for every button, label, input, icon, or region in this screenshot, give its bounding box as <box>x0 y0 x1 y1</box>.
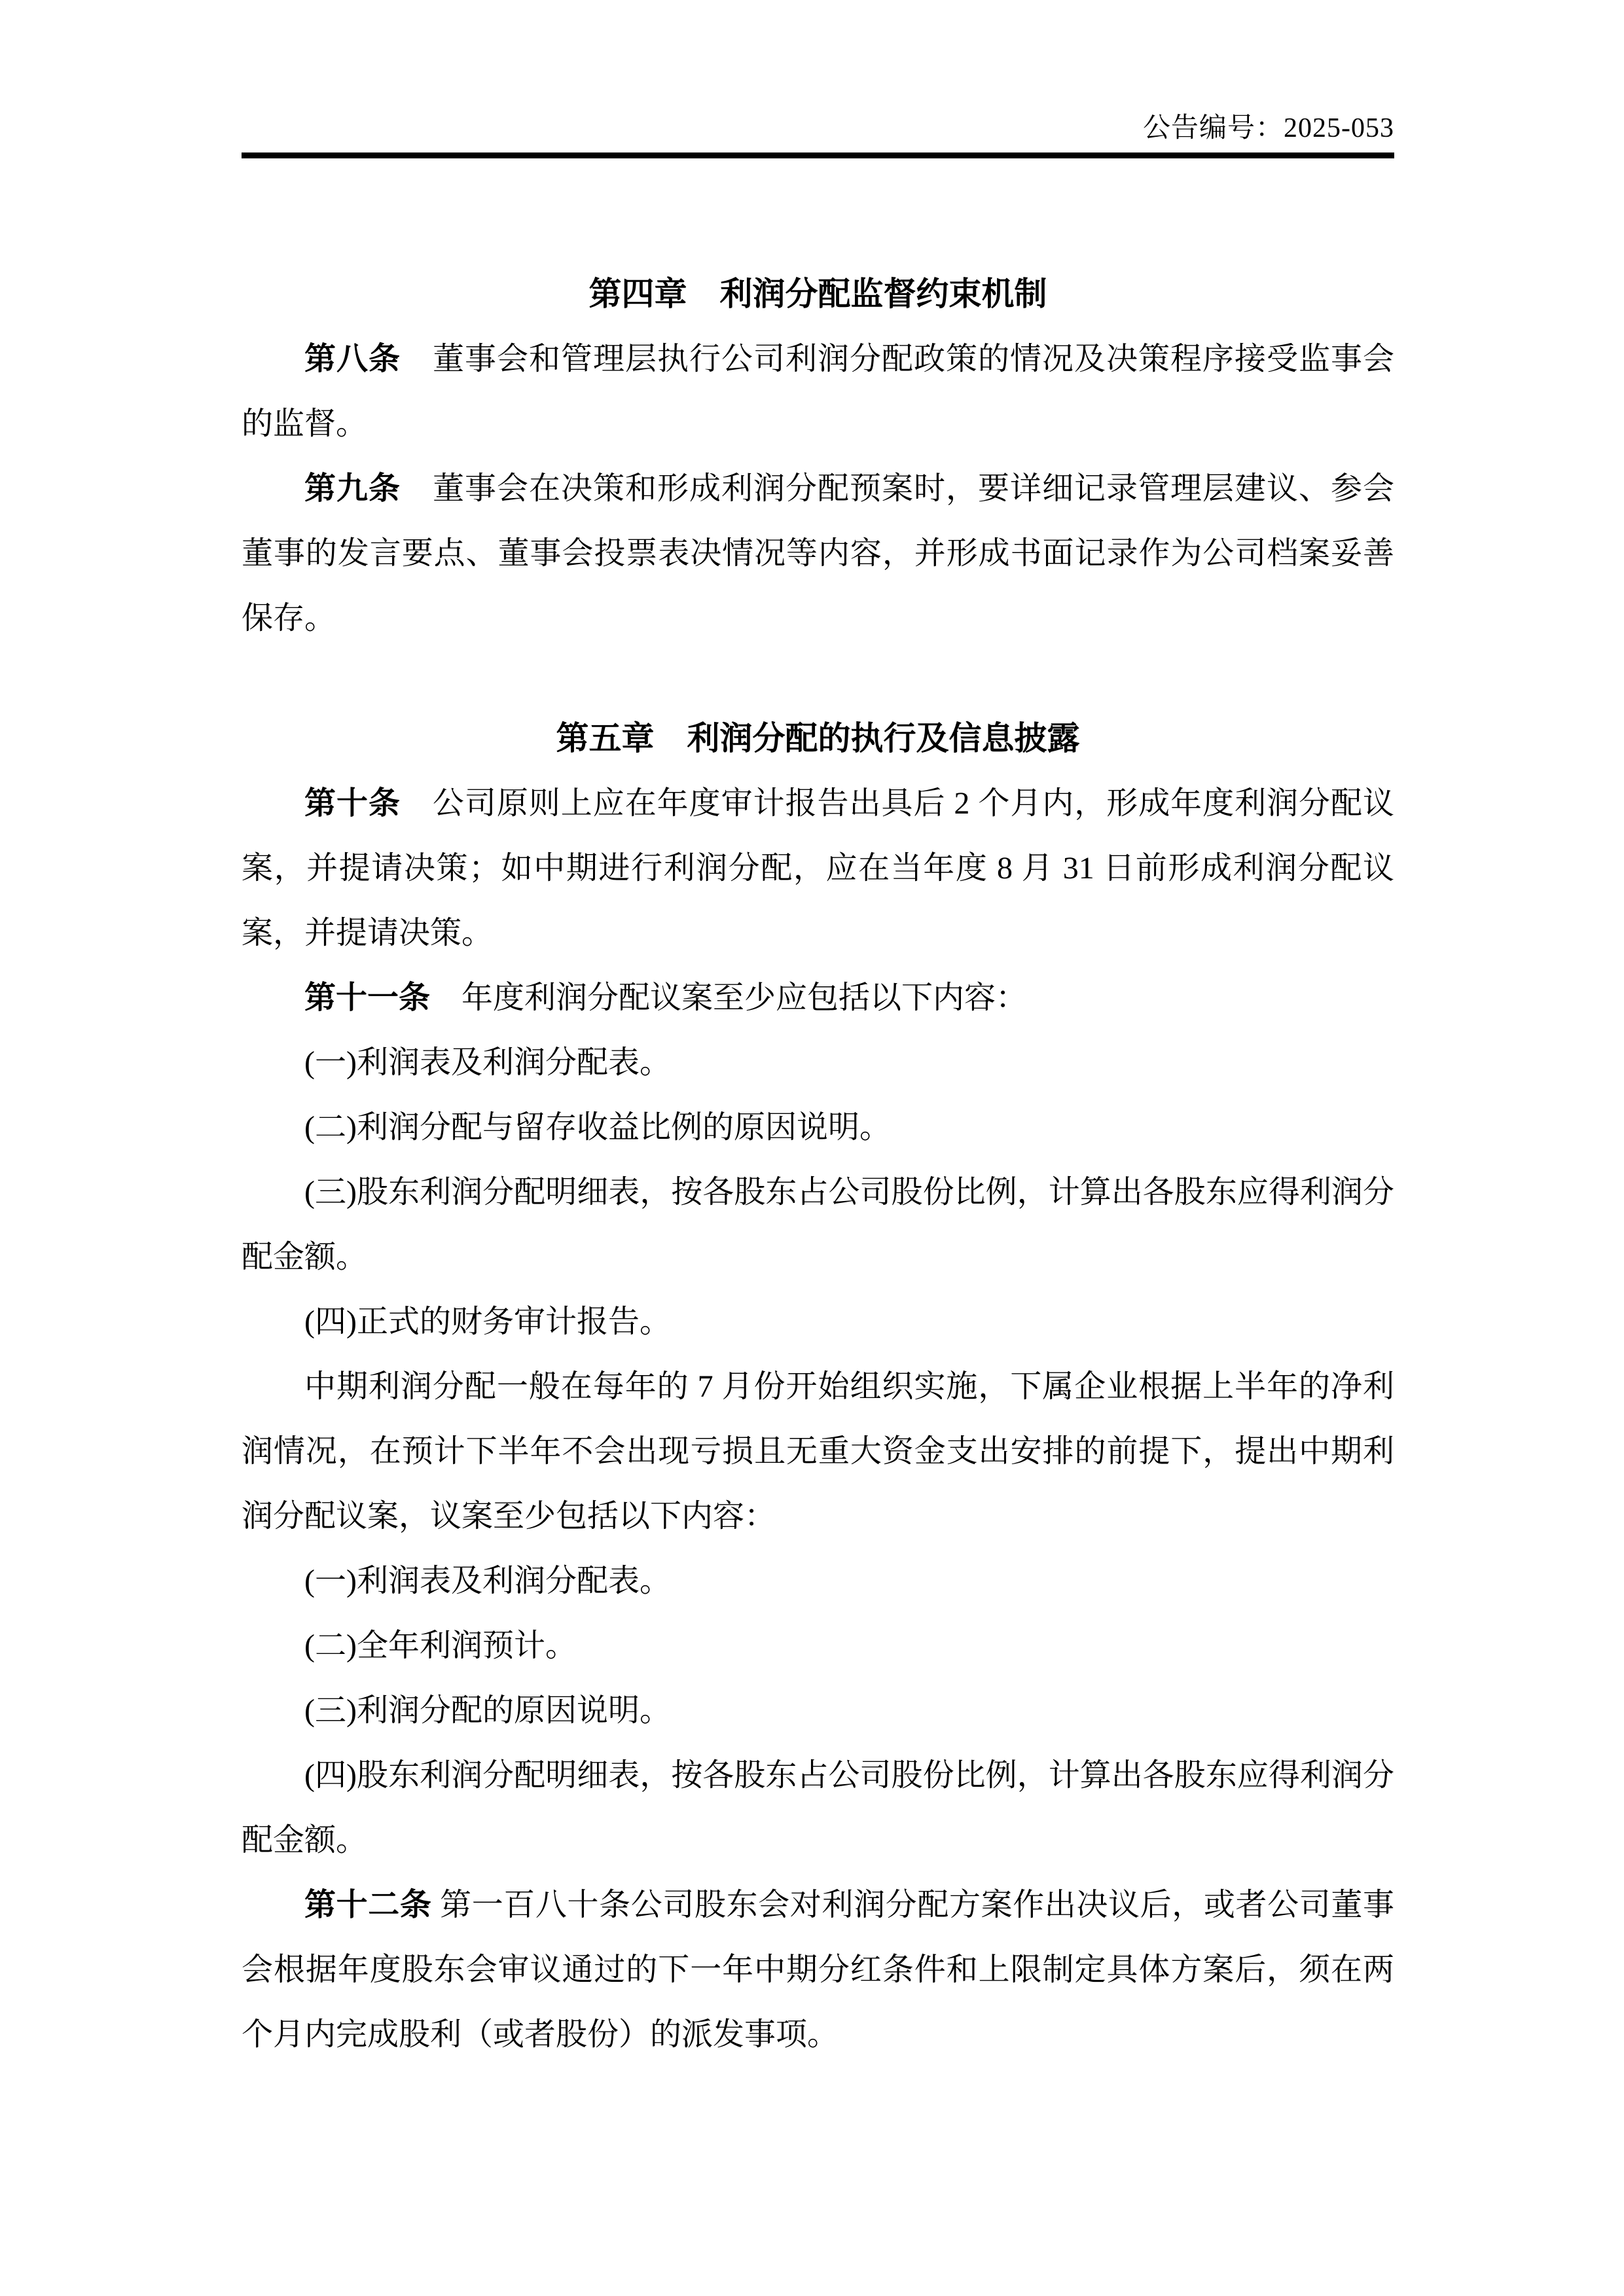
page-header <box>242 111 1394 146</box>
list-item-annual-2: (二)利润分配与留存收益比例的原因说明。 <box>304 1110 891 1145</box>
header-rule <box>242 152 1394 158</box>
article-9-paragraph <box>242 456 1394 651</box>
list-item-interim-1: (一)利润表及利润分配表。 <box>304 1564 671 1598</box>
interim-distribution-paragraph: 中期利润分配一般在每年的 7 月份开始组织实施，下属企业根据上半年的净利润情况，在预计下半年不会出现亏损且无重大资金支出安排的前提下，提出中期利润分配议案，议案至少包括以下内容： <box>242 1369 1394 1534</box>
article-12-paragraph <box>242 1873 1394 2067</box>
article-9-number: 第九条 <box>304 471 401 506</box>
announcement-number: 公告编号：2025-053 <box>1143 113 1394 143</box>
article-8-number: 第八条 <box>304 342 401 376</box>
article-10-number: 第十条 <box>304 786 401 821</box>
article-11-number: 第十一条 <box>304 980 431 1015</box>
article-11-paragraph <box>242 965 1394 1030</box>
list-item-annual-4: (四)正式的财务审计报告。 <box>304 1304 671 1339</box>
list-item-interim-3: (三)利润分配的原因说明。 <box>304 1693 671 1728</box>
article-12-text: 第一百八十条公司股东会对利润分配方案作出决议后，或者公司董事会根据年度股东会审议通过的下一年中期分红条件和上限制定具体方案后，须在两个月内完成股利（或者股份）的派发事项。 <box>242 1888 1394 2052</box>
article-10-text: 公司原则上应在年度审计报告出具后 2 个月内，形成年度利润分配议案，并提请决策；如中期进行利润分配，应在当年度 8 月 31 日前形成利润分配议案，并提请决策。 <box>242 786 1394 950</box>
chapter-4-title: 第四章 利润分配监督约束机制 <box>588 276 1047 312</box>
list-item-interim-2: (二)全年利润预计。 <box>304 1628 577 1663</box>
article-11-text: 年度利润分配议案至少应包括以下内容： <box>430 980 1028 1015</box>
article-12-number: 第十二条 <box>304 1888 432 1922</box>
article-8-text: 董事会和管理层执行公司利润分配政策的情况及决策程序接受监事会的监督。 <box>242 342 1394 441</box>
article-9-text: 董事会在决策和形成利润分配预案时，要详细记录管理层建议、参会董事的发言要点、董事会投票表决情况等内容，并形成书面记录作为公司档案妥善保存。 <box>242 471 1394 636</box>
article-10-paragraph <box>242 771 1394 965</box>
document-body <box>242 262 1394 2067</box>
list-item-annual-3: (三)股东利润分配明细表，按各股东占公司股份比例，计算出各股东应得利润分配金额。 <box>242 1175 1394 1274</box>
list-item-interim-4: (四)股东利润分配明细表，按各股东占公司股份比例，计算出各股东应得利润分配金额。 <box>242 1758 1394 1857</box>
chapter-5-title: 第五章 利润分配的执行及信息披露 <box>556 720 1080 757</box>
article-8-paragraph <box>242 327 1394 456</box>
list-item-annual-1: (一)利润表及利润分配表。 <box>304 1045 671 1080</box>
